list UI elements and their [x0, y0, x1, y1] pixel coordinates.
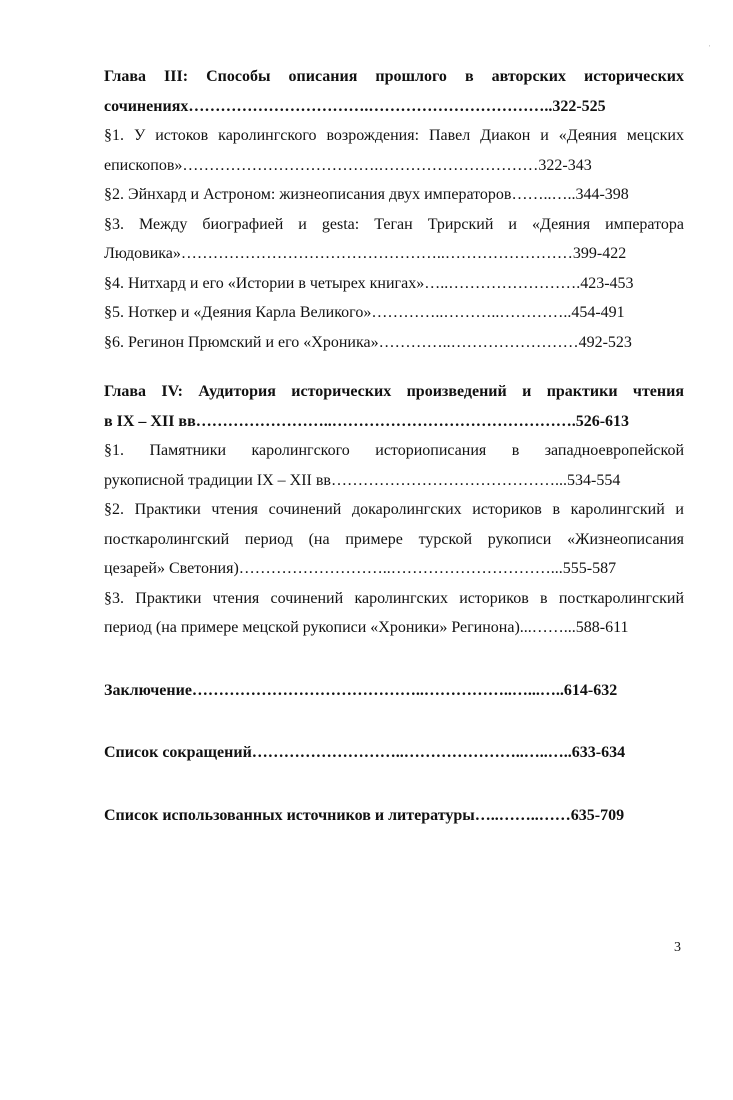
conclusion-entry: Заключение……………………………………..……………..…...…..614-632	[104, 681, 618, 699]
chapter3-section3-line1: §3. Между биографией и gesta: Теган Трирский и «Деяния императора	[104, 215, 684, 233]
spacer	[104, 768, 684, 801]
chapter3-section3-line2: Людовика»…………………………………………..……………………399-422	[104, 245, 627, 262]
chapter3-section1-line1: §1. У истоков каролингского возрождения: Павел Диакон и «Деяния мецских	[104, 127, 684, 144]
chapter4-section3-line2: период (на примере мецской рукописи «Хроники» Регинона)...……...588-611	[104, 619, 629, 636]
table-of-contents	[104, 62, 684, 830]
chapter3-section4: §4. Нитхард и его «Истории в четырех книгах»…..…………………….423-453	[104, 274, 634, 292]
spacer	[104, 357, 684, 377]
spacer	[104, 643, 684, 676]
abbreviations-entry: Список сокращений………………………..…………………..…..…..633-634	[104, 744, 626, 761]
corner-mark: ˈ	[708, 44, 711, 53]
chapter3-title-line2: сочинениях…………………………….……………………………..322-525	[104, 97, 606, 115]
chapter4-section2-line3: цезарей» Светония)………………………..…………………………...555-587	[104, 560, 617, 577]
chapter4-section3-line1: §3. Практики чтения сочинений каролингских историков в посткаролингский	[104, 589, 684, 607]
page-number: 3	[674, 940, 681, 955]
chapter3-section1-line2: епископов»……………………………….…………………………322-343	[104, 156, 592, 174]
chapter3-section6: §6. Регинон Прюмский и его «Хроника»…………..……………………492-523	[104, 333, 632, 351]
chapter3-section2: §2. Эйнхард и Астроном: жизнеописания двух императоров……..…..344-398	[104, 186, 629, 203]
chapter4-section2-line1: §2. Практики чтения сочинений докаролингских историков в каролингский и	[104, 501, 684, 518]
chapter4-section2-line2: посткаролингский период (на примере турской рукописи «Жизнеописания	[104, 530, 684, 548]
spacer	[104, 705, 684, 738]
chapter3-section5: §5. Ноткер и «Деяния Карла Великого»…………..………..…………..454-491	[104, 304, 625, 321]
sources-entry: Список использованных источников и литературы…..……..……635-709	[104, 806, 625, 824]
chapter4-title-line2: в IX – XII вв……………………..……………………………………….526-613	[104, 412, 630, 430]
chapter4-section1-line1: §1. Памятники каролингского историописания в западноевропейской	[104, 442, 684, 459]
chapter4-title-line1: Глава IV: Аудитория исторических произведений и практики чтения	[104, 383, 684, 400]
chapter3-title-line1: Глава III: Способы описания прошлого в авторских исторических	[104, 68, 684, 85]
chapter4-section1-line2: рукописной традиции IX – XII вв……………………………………...534-554	[104, 471, 621, 489]
